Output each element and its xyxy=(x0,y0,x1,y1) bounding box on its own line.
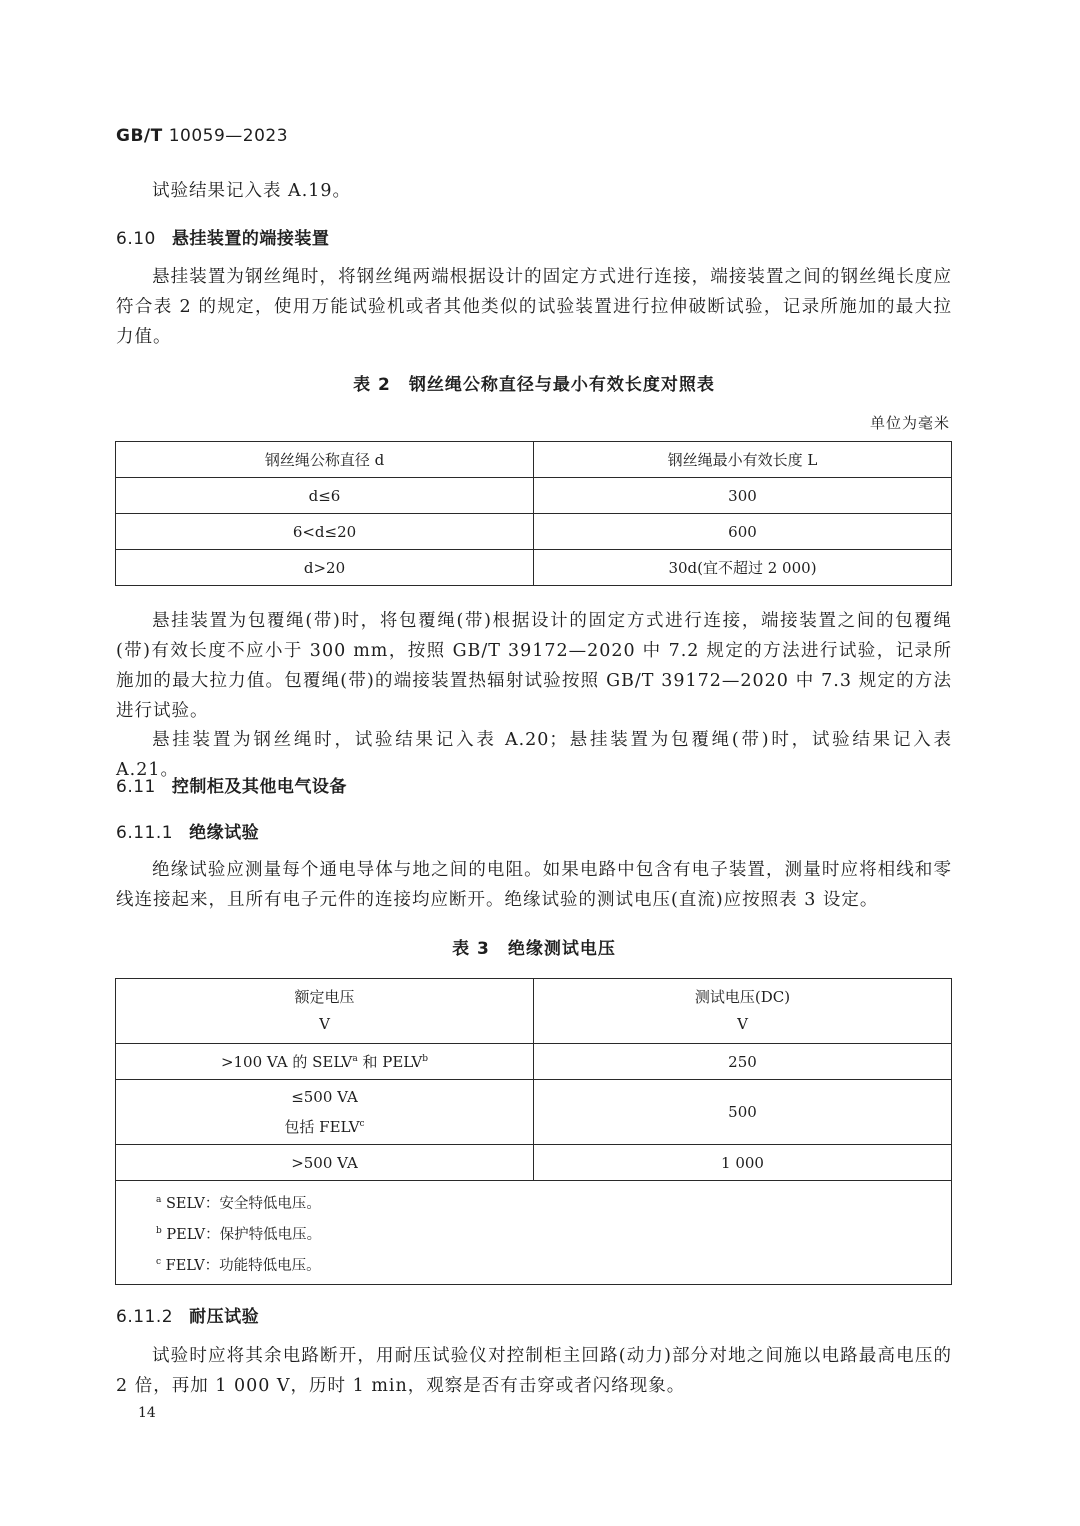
table-row xyxy=(116,514,952,550)
section-heading-6-11 xyxy=(116,772,347,797)
page-number: 14 xyxy=(138,1405,156,1421)
table-cell xyxy=(116,1044,534,1080)
footnote-mark: c xyxy=(156,1257,162,1267)
table2-caption-number: 表 2 xyxy=(353,375,391,395)
table-header-cell xyxy=(534,979,952,1044)
cell-text: 包括 FELV xyxy=(284,1117,360,1136)
section-number: 6.10 xyxy=(116,229,156,249)
table-header-cell: 钢丝绳公称直径 d xyxy=(116,442,534,478)
table-cell: 500 xyxy=(534,1080,952,1145)
footnote-mark: a xyxy=(352,1054,358,1064)
note-text: PELV：保护特低电压。 xyxy=(166,1227,322,1243)
table-cell: 600 xyxy=(534,514,952,550)
paragraph-6-10-2: 悬挂装置为包覆绳(带)时，将包覆绳(带)根据设计的固定方式进行连接，端接装置之间的包覆绳(带)有效长度不应小于 300 mm，按照 GB/T 39172—2020 中 7.2 规定的方法进行试验，记录所施加的最大拉力值。包覆绳(带)的端接装置热辐射试验按照 GB/T 39172—2020 中 7.3 规定的方法进行试验。 xyxy=(116,611,952,721)
table-cell: 250 xyxy=(534,1044,952,1080)
footnote-mark: b xyxy=(156,1226,162,1236)
table2 xyxy=(115,441,952,586)
paragraph-6-10-1: 悬挂装置为钢丝绳时，将钢丝绳两端根据设计的固定方式进行连接，端接装置之间的钢丝绳长度应符合表 2 的规定，使用万能试验机或者其他类似的试验装置进行拉伸破断试验，记录所施加的最大拉力值。 xyxy=(116,267,952,347)
cell-text: >100 VA 的 SELV xyxy=(220,1053,353,1071)
standard-header xyxy=(116,126,288,146)
table3-caption-number: 表 3 xyxy=(452,939,490,959)
table2-caption-title: 钢丝绳公称直径与最小有效长度对照表 xyxy=(408,375,715,395)
paragraph-6-10-3: 悬挂装置为钢丝绳时，试验结果记入表 A.20；悬挂装置为包覆绳(带)时，试验结果记入表 A.21。 xyxy=(116,730,952,780)
section-heading-6-10 xyxy=(116,224,329,249)
table-note xyxy=(156,1187,951,1218)
table-cell: 30d(宜不超过 2 000) xyxy=(534,550,952,586)
section-number: 6.11 xyxy=(116,777,156,797)
table-row xyxy=(116,1044,952,1080)
footnote-mark: b xyxy=(422,1054,429,1064)
paragraph-6-11-2: 试验时应将其余电路断开，用耐压试验仪对控制柜主回路(动力)部分对地之间施以电路最高电压的 2 倍，再加 1 000 V，历时 1 min，观察是否有击穿或者闪络现象。 xyxy=(116,1346,952,1396)
table-row xyxy=(116,478,952,514)
header-unit: V xyxy=(319,1015,330,1033)
table-row xyxy=(116,1145,952,1181)
section-title: 耐压试验 xyxy=(189,1307,260,1327)
paragraph-result-a19: 试验结果记入表 A.19。 xyxy=(152,181,352,201)
table2-unit-note: 单位为毫米 xyxy=(869,414,950,432)
note-text: SELV：安全特低电压。 xyxy=(165,1196,321,1212)
section-title: 绝缘试验 xyxy=(189,823,260,843)
section-heading-6-11-1 xyxy=(116,818,259,843)
footnote-mark: c xyxy=(359,1118,365,1129)
header-text: 测试电压(DC) xyxy=(694,988,791,1006)
table-cell: d≤6 xyxy=(116,478,534,514)
table-cell: >500 VA xyxy=(116,1145,534,1181)
paragraph-6-11-1: 绝缘试验应测量每个通电导体与地之间的电阻。如果电路中包含有电子装置，测量时应将相线和零线连接起来，且所有电子元件的连接均应断开。绝缘试验的测试电压(直流)应按照表 3 设定。 xyxy=(116,860,952,910)
cell-text: ≤500 VA xyxy=(291,1087,358,1106)
table-row xyxy=(116,550,952,586)
table-header-cell xyxy=(116,979,534,1044)
cell-text-line xyxy=(116,1111,533,1141)
table-cell: 300 xyxy=(534,478,952,514)
table3-caption xyxy=(116,934,952,959)
section-number: 6.11.1 xyxy=(116,823,174,843)
table-header-row xyxy=(116,979,952,1044)
table-notes-row xyxy=(116,1181,952,1285)
table-header-cell: 钢丝绳最小有效长度 L xyxy=(534,442,952,478)
note-text: FELV：功能特低电压。 xyxy=(165,1258,321,1274)
table-notes xyxy=(116,1181,952,1285)
header-unit: V xyxy=(737,1015,748,1033)
section-heading-6-11-2 xyxy=(116,1302,259,1327)
section-title: 悬挂装置的端接装置 xyxy=(171,229,330,249)
table2-caption xyxy=(116,370,952,395)
section-number: 6.11.2 xyxy=(116,1307,174,1327)
standard-prefix: GB/T xyxy=(116,126,163,146)
header-text: 额定电压 xyxy=(294,988,355,1006)
table-row xyxy=(116,1080,952,1145)
cell-text: 和 PELV xyxy=(357,1053,423,1071)
table3 xyxy=(115,978,952,1285)
table-header-row xyxy=(116,442,952,478)
table-cell: d>20 xyxy=(116,550,534,586)
table-cell: 6<d≤20 xyxy=(116,514,534,550)
standard-code: 10059—2023 xyxy=(168,126,289,146)
table-note xyxy=(156,1218,951,1249)
section-title: 控制柜及其他电气设备 xyxy=(171,777,347,797)
table3-caption-title: 绝缘测试电压 xyxy=(507,939,616,959)
table-cell: 1 000 xyxy=(534,1145,952,1181)
table-note xyxy=(156,1249,951,1280)
table-cell xyxy=(116,1080,534,1145)
footnote-mark: a xyxy=(156,1195,162,1205)
